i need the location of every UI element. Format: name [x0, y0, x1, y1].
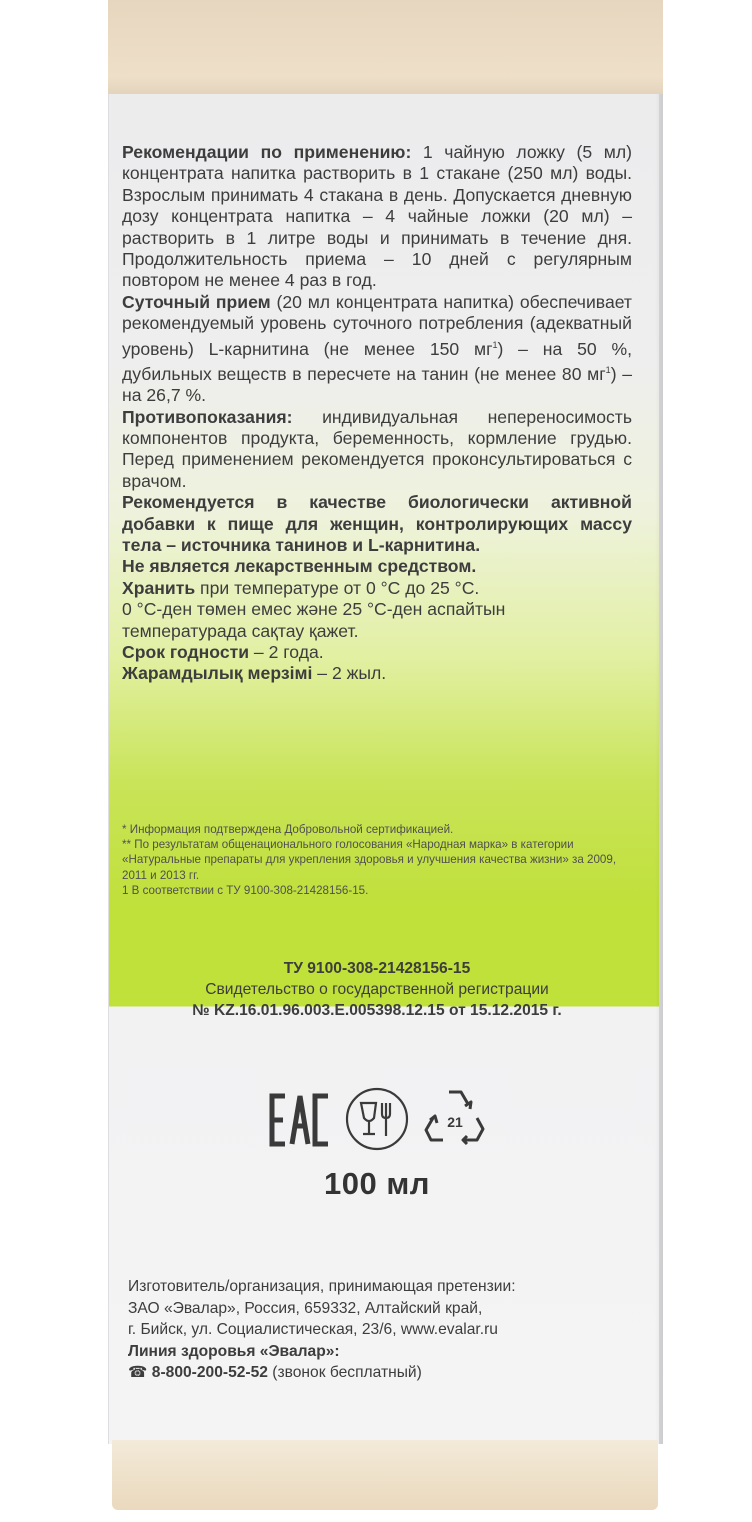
certification-icons — [268, 1078, 488, 1164]
usage-paragraph — [122, 142, 632, 292]
phone-number: 8-800-200-52-52 — [151, 1364, 268, 1382]
daily-sup-2: 1 — [605, 364, 611, 375]
glass-fork-icon — [344, 1086, 410, 1152]
phone-note: (звонок бесплатный) — [267, 1364, 422, 1382]
registration-block — [122, 958, 632, 1021]
usage-heading: Рекомендации по применению: — [122, 142, 412, 162]
shelf-kz-text: – 2 жыл. — [312, 663, 387, 684]
recycle-triangle-icon — [422, 1084, 488, 1150]
shelf-life — [122, 642, 632, 663]
shelf-heading: Срок годности — [122, 642, 250, 663]
shelf-life-kz — [122, 663, 632, 684]
box-bottom-flap — [112, 1440, 658, 1510]
daily-text-2: ) – на 50 %, дубильных веществ в пересчете на танин (не менее 80 мг — [122, 338, 632, 384]
instructions-block — [122, 142, 632, 685]
storage-heading: Хранить — [122, 577, 196, 598]
contra-text: индивидуальная непереносимость компонентов продукта, беременность, кормление грудью. Перед применением рекомендуется проконсультироваться с врачом. — [122, 406, 632, 491]
cert-label: Свидетельство о государственной регистрации — [205, 981, 549, 998]
contra-paragraph — [122, 407, 632, 493]
storage-text: при температуре от 0 °С до 25 °С. — [195, 577, 480, 598]
recycle-code: 21 — [447, 1114, 463, 1130]
footnotes — [122, 822, 632, 898]
product-volume: 100 мл — [324, 1166, 430, 1201]
footnote-2: ** По результатам общенационального голосования «Народная марка» в категории «Натуральные препараты для укрепления здоровья и улучшения качества жизни» за 2009, 2011 и 2013 гг. — [122, 838, 617, 882]
hotline-label: Линия здоровья «Эвалар»: — [128, 1342, 340, 1360]
cert-number: № KZ.16.01.96.003.Е.005398.12.15 от 15.12.2015 г. — [192, 1002, 562, 1019]
manufacturer-line-2: ЗАО «Эвалар», Россия, 659332, Алтайский край, — [128, 1299, 483, 1317]
usage-text: 1 чайную ложку (5 мл) концентрата напитка растворить в 1 стакане (250 мл) воды. Взрослым принимать 4 стакана в день. Допускается дневную дозу концентрата напитка – 4 чайные ложки (20 мл) – растворить в 1 литре воды и принимать в течение дня. Продолжительность приема – 10 дней с регулярным повтором не менее 4 раз в год. — [122, 142, 632, 291]
storage-kaz: 0 °С-ден төмен емес және 25 °С-ден аспайтын температурада сақтау қажет. — [122, 599, 506, 641]
panel-shading — [655, 94, 663, 1444]
not-drug-notice: Не является лекарственным средством. — [122, 556, 477, 577]
daily-heading: Суточный прием — [122, 291, 271, 312]
daily-text-1: (20 мл концентрата напитка) обеспечивает рекомендуемый уровень суточного потребления (адекватный уровень) L-карнитина (не менее 150 мг — [122, 291, 632, 359]
shelf-kz-heading: Жарамдылық мерзімі — [122, 663, 313, 684]
eac-mark-icon — [268, 1092, 332, 1148]
manufacturer-line-3: г. Бийск, ул. Социалистическая, 23/6, www.evalar.ru — [128, 1321, 498, 1339]
box-top-flap — [108, 0, 663, 96]
shelf-text: – 2 года. — [249, 642, 324, 663]
daily-paragraph — [122, 292, 632, 407]
phone-icon: ☎ — [128, 1364, 148, 1382]
manufacturer-line-1: Изготовитель/организация, принимающая претензии: — [128, 1278, 516, 1295]
footnote-3: 1 В соответствии с ТУ 9100-308-21428156-15. — [122, 883, 369, 897]
contra-heading: Противопоказания: — [122, 406, 293, 427]
tu-number: ТУ 9100-308-21428156-15 — [283, 960, 471, 977]
hotline-line — [128, 1362, 648, 1384]
footnote-1: * Информация подтверждена Добровольной сертификацией. — [122, 823, 454, 836]
daily-sup-1: 1 — [492, 339, 498, 350]
recommended-paragraph: Рекомендуется в качестве биологически активной добавки к пище для женщин, контролирующих массу тела – источника танинов и L-карнитина. — [122, 492, 632, 556]
manufacturer-block — [128, 1276, 648, 1384]
storage-paragraph — [122, 578, 632, 599]
daily-text-3: ) – на 26,7 %. — [122, 363, 632, 406]
